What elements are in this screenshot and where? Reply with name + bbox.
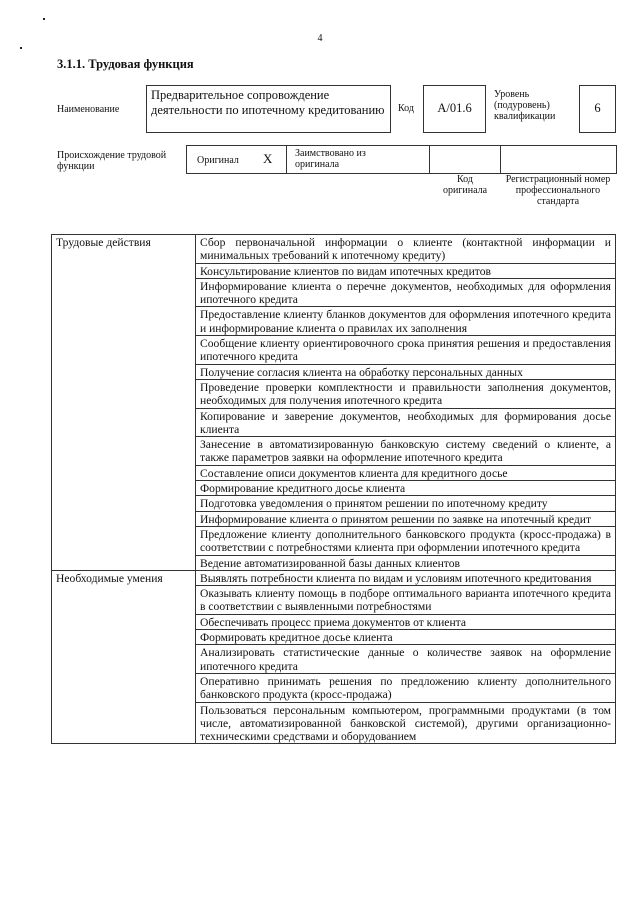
table-cell-item: Проведение проверки комплектности и правильности заполнения документов, необходимых для получения ипотечного кредита bbox=[196, 379, 616, 408]
level-value-box bbox=[579, 85, 616, 133]
table-cell-item: Оперативно принимать решения по предложению клиенту дополнительного банковского продукта (кросс-продажа) bbox=[196, 673, 616, 702]
table-row bbox=[52, 235, 616, 264]
table-cell-item: Формировать кредитное досье клиента bbox=[196, 630, 616, 645]
table-cell-item: Предоставление клиенту бланков документов для оформления ипотечного кредита и информирование клиента о правилах их заполнения bbox=[196, 307, 616, 336]
code-value-box bbox=[423, 85, 486, 133]
functions-table bbox=[51, 234, 616, 744]
table-cell-item: Ведение автоматизированной базы данных клиентов bbox=[196, 555, 616, 570]
original-label: Оригинал bbox=[197, 155, 239, 166]
origin-label: Происхождение трудовой функции bbox=[57, 150, 167, 172]
borrowed-label: Заимствовано из оригинала bbox=[295, 148, 366, 170]
code-label: Код bbox=[398, 103, 414, 114]
name-label: Наименование bbox=[57, 104, 120, 115]
origin-borrowed-cell bbox=[286, 145, 430, 174]
page-number: 4 bbox=[317, 33, 323, 44]
level-value: 6 bbox=[594, 101, 601, 115]
origin-code-cell bbox=[429, 145, 501, 174]
table-cell-item: Копирование и заверение документов, необходимых для формирования досье клиента bbox=[196, 408, 616, 437]
table-cell-item: Выявлять потребности клиента по видам и условиям ипотечного кредитования bbox=[196, 570, 616, 585]
table-cell-item: Оказывать клиенту помощь в подборе оптимального варианта ипотечного кредита в соответствии с выявленными потребностями bbox=[196, 586, 616, 615]
table-cell-item: Информирование клиента о перечне документов, необходимых для оформления ипотечного кредита bbox=[196, 278, 616, 307]
table-cell-item: Занесение в автоматизированную банковскую систему сведений о клиенте, а также параметров заявки на оформление ипотечного кредита bbox=[196, 437, 616, 466]
origin-reg-cell bbox=[500, 145, 617, 174]
original-code-caption: Код оригинала bbox=[442, 174, 488, 196]
table-cell-item: Пользоваться персональным компьютером, программными продуктами (в том числе, автоматизированной банковской системой), другими организационно-техническими средствами и оборудованием bbox=[196, 702, 616, 744]
original-mark: X bbox=[263, 151, 273, 166]
scan-dot bbox=[43, 18, 45, 20]
table-cell-item: Сообщение клиенту ориентировочного срока принятия решения и предоставления ипотечного кредита bbox=[196, 336, 616, 365]
section-title: Трудовые действия bbox=[52, 235, 196, 571]
section-title: Необходимые умения bbox=[52, 570, 196, 744]
table-cell-item: Получение согласия клиента на обработку персональных данных bbox=[196, 364, 616, 379]
scan-dot bbox=[20, 47, 22, 49]
table-cell-item: Анализировать статистические данные о количестве заявок на оформление ипотечного кредита bbox=[196, 645, 616, 674]
table-cell-item: Консультирование клиентов по видам ипотечных кредитов bbox=[196, 263, 616, 278]
function-name-box bbox=[146, 85, 391, 133]
reg-number-caption: Регистрационный номер профессионального стандарта bbox=[505, 174, 611, 207]
section-heading: 3.1.1. Трудовая функция bbox=[57, 57, 194, 71]
table-cell-item: Составление описи документов клиента для кредитного досье bbox=[196, 465, 616, 480]
table-row bbox=[52, 570, 616, 585]
table-cell-item: Подготовка уведомления о принятом решении по ипотечному кредиту bbox=[196, 496, 616, 511]
level-label: Уровень (подуровень) квалификации bbox=[494, 89, 556, 122]
table-cell-item: Формирование кредитного досье клиента bbox=[196, 481, 616, 496]
table-cell-item: Обеспечивать процесс приема документов от клиента bbox=[196, 614, 616, 629]
code-value: А/01.6 bbox=[437, 101, 472, 115]
origin-original-cell bbox=[186, 145, 287, 174]
table-cell-item: Предложение клиенту дополнительного банковского продукта (кросс-продажа) в соответствии с потребностями клиента при оформлении ипотечного кредита bbox=[196, 526, 616, 555]
table-cell-item: Сбор первоначальной информации о клиенте (контактной информации и минимальных требований к ипотечному кредиту) bbox=[196, 235, 616, 264]
function-name: Предварительное сопровождение деятельности по ипотечному кредитованию bbox=[151, 88, 385, 117]
table-cell-item: Информирование клиента о принятом решении по заявке на ипотечный кредит bbox=[196, 511, 616, 526]
